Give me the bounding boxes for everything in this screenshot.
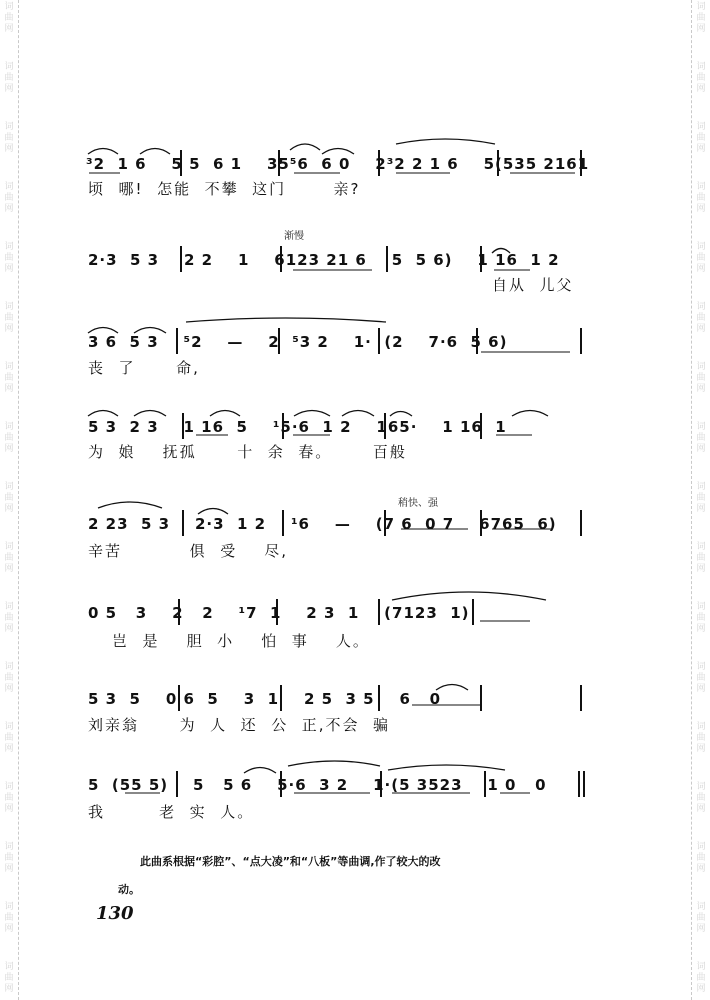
watermark-char: 曲 <box>696 553 706 563</box>
watermark-char: 词 <box>4 482 14 492</box>
watermark-char: 词 <box>696 482 706 492</box>
watermark-char: 网 <box>696 384 706 394</box>
watermark-char: 词 <box>696 602 706 612</box>
watermark-char: 词 <box>4 722 14 732</box>
watermark-char: 词 <box>4 962 14 972</box>
watermark-char: 网 <box>696 864 706 874</box>
watermark-char: 网 <box>4 24 14 34</box>
watermark-char: 曲 <box>696 73 706 83</box>
watermark-char: 曲 <box>4 193 14 203</box>
watermark-char: 词 <box>696 62 706 72</box>
watermark-char: 曲 <box>696 313 706 323</box>
watermark-char: 词 <box>4 602 14 612</box>
watermark-char: 词 <box>696 542 706 552</box>
watermark-char: 曲 <box>4 73 14 83</box>
watermark-char: 词 <box>696 662 706 672</box>
watermark-char: 网 <box>696 684 706 694</box>
watermark-char: 网 <box>696 84 706 94</box>
watermark-char: 网 <box>696 984 706 994</box>
watermark-char: 词 <box>696 842 706 852</box>
watermark-char: 曲 <box>696 733 706 743</box>
watermark-char: 词 <box>696 362 706 372</box>
footnote <box>118 848 580 904</box>
watermark-char: 网 <box>696 204 706 214</box>
watermark-char: 曲 <box>696 433 706 443</box>
watermark-char: 词 <box>4 302 14 312</box>
watermark-char: 网 <box>4 864 14 874</box>
barline <box>472 599 474 625</box>
watermark-char: 网 <box>696 804 706 814</box>
watermark-char: 曲 <box>4 313 14 323</box>
lyrics-row-4: 为 娘 抚孤 十 余 春。 百般 <box>88 443 407 461</box>
watermark-char: 词 <box>4 782 14 792</box>
lyrics-row-7: 刘亲翁 为 人 还 公 正,不会 骗 <box>88 716 391 734</box>
notation-row-1: ³2 1 6 5 5 6 1 35⁵6 6 0 2³2 2 1 6 5(535 2161 <box>86 155 590 173</box>
lyrics-row-1: 顷 哪! 怎能 不攀 这门 亲? <box>88 180 361 198</box>
watermark-char: 网 <box>696 564 706 574</box>
watermark-char: 曲 <box>4 493 14 503</box>
watermark-char: 曲 <box>696 673 706 683</box>
page-number: 130 <box>96 903 134 924</box>
watermark-char: 词 <box>696 2 706 12</box>
watermark-char: 网 <box>696 444 706 454</box>
watermark-char: 词 <box>4 902 14 912</box>
watermark-char: 曲 <box>696 913 706 923</box>
watermark-char: 词 <box>4 122 14 132</box>
watermark-char: 曲 <box>4 13 14 23</box>
watermark-char: 网 <box>696 324 706 334</box>
watermark-char: 曲 <box>696 493 706 503</box>
watermark-char: 曲 <box>4 793 14 803</box>
watermark-char: 曲 <box>696 193 706 203</box>
watermark-char: 网 <box>696 144 706 154</box>
watermark-char: 网 <box>4 384 14 394</box>
notation-row-4: 5 3 2 3 1 16 5 ¹5·6 1 2 165· 1 16 1 <box>88 418 507 436</box>
watermark-char: 网 <box>4 744 14 754</box>
watermark-char: 曲 <box>696 973 706 983</box>
watermark-char: 网 <box>4 684 14 694</box>
lyrics-row-3: 丧 了 命, <box>88 359 200 377</box>
watermark-char: 曲 <box>4 133 14 143</box>
lyrics-row-6: 岂 是 胆 小 怕 事 人。 <box>112 632 370 650</box>
watermark-char: 网 <box>696 744 706 754</box>
watermark-char: 曲 <box>4 853 14 863</box>
watermark-char: 网 <box>4 924 14 934</box>
watermark-char: 词 <box>696 722 706 732</box>
watermark-char: 网 <box>4 144 14 154</box>
watermark-char: 词 <box>4 422 14 432</box>
watermark-char: 网 <box>4 264 14 274</box>
notation-row-2: 2·3 5 3 2 2 1 6123 21 6 5 5 6) 1 16 1 2 <box>88 251 560 269</box>
tempo-mark: 稍快、强 <box>398 498 438 509</box>
watermark-char: 曲 <box>4 733 14 743</box>
watermark-char: 词 <box>4 2 14 12</box>
notation-row-5: 2 23 5 3 2·3 1 2 ¹6 — (7 6 0 7 6765 6) <box>88 515 557 533</box>
watermark-char: 网 <box>696 24 706 34</box>
watermark-char: 网 <box>4 564 14 574</box>
watermark-char: 曲 <box>4 253 14 263</box>
barline <box>580 685 582 711</box>
watermark-char: 曲 <box>696 253 706 263</box>
barline <box>580 328 582 354</box>
watermark-char: 曲 <box>4 553 14 563</box>
watermark-char: 词 <box>696 962 706 972</box>
watermark-char: 网 <box>4 624 14 634</box>
lyrics-row-2: 自从 儿父 <box>492 276 574 294</box>
watermark-char: 曲 <box>696 133 706 143</box>
notation-row-6: 0 5 3 2 2 ¹7 1 2 3 1 (7123 1) <box>88 604 470 622</box>
watermark-char: 词 <box>4 842 14 852</box>
watermark-char: 网 <box>4 504 14 514</box>
watermark-char: 词 <box>696 782 706 792</box>
watermark-char: 网 <box>4 324 14 334</box>
watermark-char: 词 <box>696 122 706 132</box>
notation-row-8: 5 (55 5) 5 5 6 5·6 3 2 1·(5 3523 1 0 0 <box>88 776 547 794</box>
watermark-char: 网 <box>4 804 14 814</box>
lyrics-row-8: 我 老 实 人。 <box>88 803 255 821</box>
watermark-char: 曲 <box>4 913 14 923</box>
watermark-char: 曲 <box>696 373 706 383</box>
barline <box>580 510 582 536</box>
watermark-char: 曲 <box>696 613 706 623</box>
watermark-char: 网 <box>696 624 706 634</box>
watermark-char: 曲 <box>696 793 706 803</box>
watermark-char: 词 <box>4 362 14 372</box>
watermark-char: 词 <box>696 182 706 192</box>
watermark-char: 曲 <box>696 853 706 863</box>
watermark-char: 词 <box>696 902 706 912</box>
watermark-char: 曲 <box>4 673 14 683</box>
notation-row-3: 3 6 5 3 ⁵2 — 2 ⁵3 2 1· (2 7·6 5 6) <box>88 333 508 351</box>
watermark-char: 网 <box>4 444 14 454</box>
watermark-char: 词 <box>696 242 706 252</box>
watermark-char: 曲 <box>696 13 706 23</box>
watermark-char: 词 <box>4 182 14 192</box>
watermark-char: 词 <box>4 662 14 672</box>
watermark-char: 网 <box>4 204 14 214</box>
watermark-char: 词 <box>696 302 706 312</box>
barline <box>578 771 580 797</box>
watermark-char: 曲 <box>4 373 14 383</box>
watermark-char: 词 <box>4 62 14 72</box>
barline <box>583 771 585 797</box>
watermark-char: 曲 <box>4 613 14 623</box>
footnote-line-2: 动。 <box>118 883 140 896</box>
watermark-char: 网 <box>696 264 706 274</box>
watermark-char: 词 <box>4 542 14 552</box>
watermark-char: 曲 <box>4 433 14 443</box>
notation-row-7: 5 3 5 0 6 5 3 1 2 5 3 5 6 0 <box>88 690 442 708</box>
watermark-char: 网 <box>696 924 706 934</box>
watermark-char: 曲 <box>4 973 14 983</box>
watermark-char: 网 <box>4 984 14 994</box>
watermark-char: 网 <box>4 84 14 94</box>
tempo-mark: 渐慢 <box>284 231 304 242</box>
footnote-line-1: 此曲系根据“彩腔”、“点大凌”和“八板”等曲调,作了较大的改 <box>140 855 441 868</box>
barline <box>480 685 482 711</box>
lyrics-row-5: 辛苦 俱 受 尽, <box>88 542 289 560</box>
watermark-char: 词 <box>4 242 14 252</box>
watermark-char: 网 <box>696 504 706 514</box>
watermark-char: 词 <box>696 422 706 432</box>
